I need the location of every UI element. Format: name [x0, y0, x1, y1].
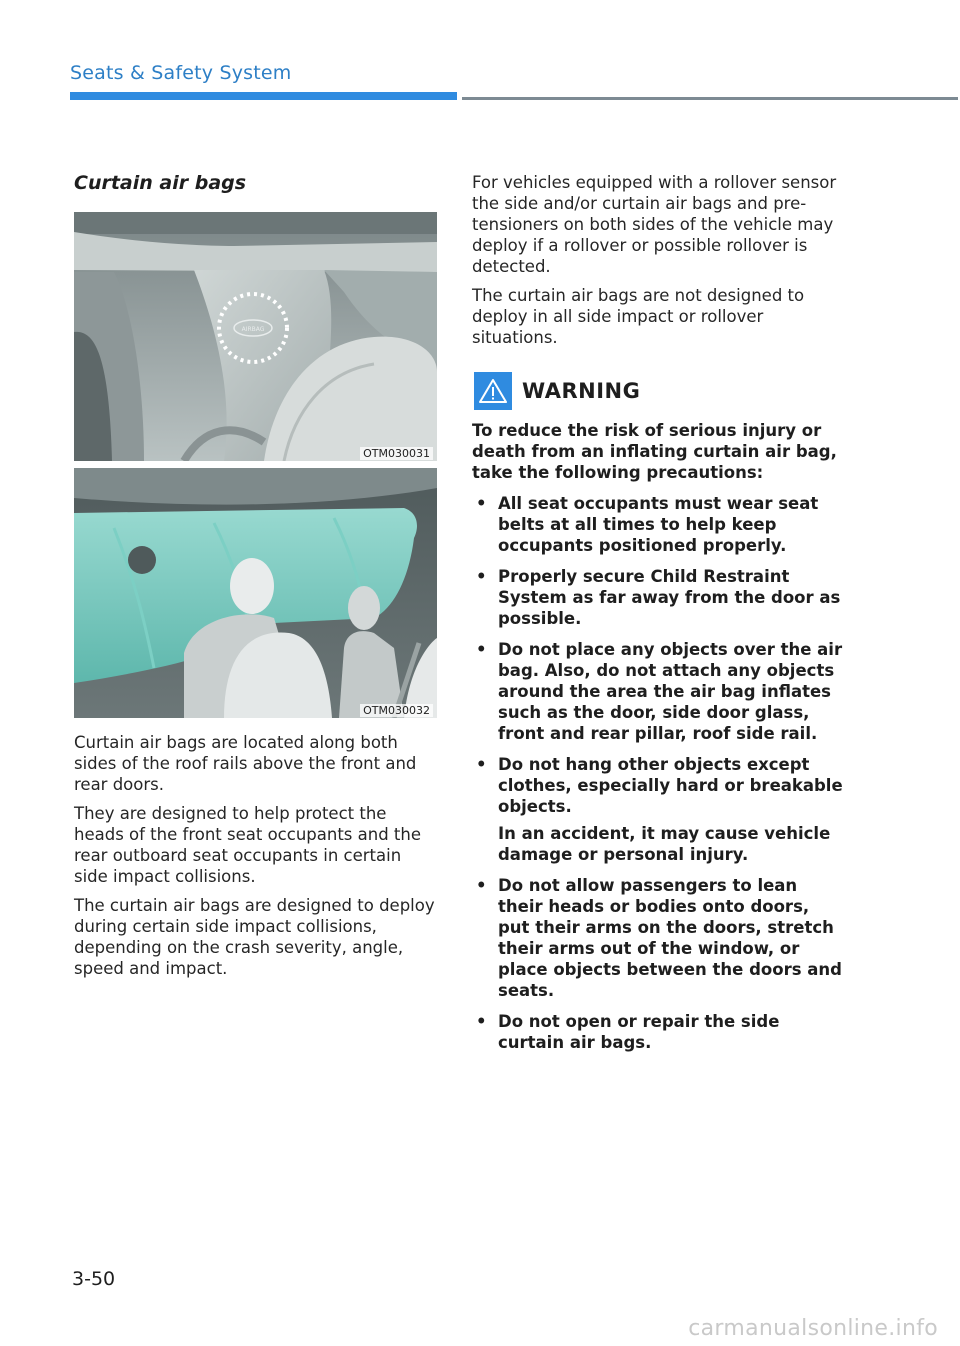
- bullet-marker: •: [476, 640, 487, 659]
- paragraph: For vehicles equipped with a rollover sensor the side and/or curtain air bags and pre-tensioners on both sides of the vehicle may deploy if a rollover or possible rollover is detected.: [472, 173, 837, 276]
- curtain-airbag-location-illustration: [74, 212, 437, 461]
- list-item: [472, 754, 844, 865]
- paragraph: Curtain air bags are located along both sides of the roof rails above the front and rear doors.: [74, 733, 417, 794]
- list-item: [472, 566, 844, 629]
- list-item: [472, 639, 844, 744]
- header-rule-blue: [70, 92, 457, 100]
- section-title: Seats & Safety System: [70, 62, 292, 84]
- list-item-note: In an accident, it may cause vehicle damage or personal injury.: [498, 824, 831, 864]
- bullet-marker: •: [476, 1012, 487, 1031]
- list-item-text: All seat occupants must wear seat belts at all times to help keep occupants positioned properly.: [498, 494, 819, 555]
- airbag-badge-text: AIRBAG: [241, 326, 265, 333]
- list-item-text: Do not hang other objects except clothes, especially hard or breakable objects.: [498, 755, 843, 816]
- figure-curtain-airbag-deployed: [74, 468, 437, 718]
- warning-triangle-icon: [474, 372, 512, 410]
- list-item-text: Do not place any objects over the air bag. Also, do not attach any objects around the area the air bag inflates such as the door, side door glass, front and rear pillar, roof side rail.: [498, 640, 843, 743]
- list-item-text: Do not allow passengers to lean their heads or bodies onto doors, put their arms on the doors, stretch their arms out of the window, or place objects between the doors and seats.: [498, 876, 842, 1000]
- paragraph: The curtain air bags are not designed to deploy in all side impact or rollover situations.: [472, 286, 805, 347]
- bullet-marker: •: [476, 494, 487, 513]
- watermark: carmanualsonline.info: [688, 1316, 938, 1341]
- left-column: [74, 172, 437, 987]
- list-item-text: Properly secure Child Restraint System as far away from the door as possible.: [498, 567, 841, 628]
- list-item: [472, 493, 844, 556]
- page-heading: Curtain air bags: [74, 172, 247, 194]
- bullet-marker: •: [476, 755, 487, 774]
- list-item-text: Do not open or repair the side curtain air bags.: [498, 1012, 780, 1052]
- warning-precautions-list: [472, 493, 844, 1053]
- header-rule-gray: [462, 97, 958, 100]
- curtain-airbag-deployed-illustration: [74, 468, 437, 718]
- warning-intro: To reduce the risk of serious injury or death from an inflating curtain air bag, take the following precautions:: [472, 421, 837, 482]
- bullet-marker: •: [476, 567, 487, 586]
- warning-title: WARNING: [522, 379, 641, 403]
- bullet-marker: •: [476, 876, 487, 895]
- figure-code: OTM030032: [360, 704, 433, 717]
- paragraph: They are designed to help protect the heads of the front seat occupants and the rear outboard seat occupants in certain side impact collisions.: [74, 804, 421, 886]
- list-item: [472, 875, 844, 1001]
- figure-curtain-airbag-location: [74, 212, 437, 461]
- warning-header: [472, 372, 844, 410]
- page-number: 3-50: [72, 1268, 116, 1290]
- list-item: [472, 1011, 844, 1053]
- right-column: [472, 172, 844, 1063]
- paragraph: The curtain air bags are designed to deploy during certain side impact collisions, depending on the crash severity, angle, speed and impact.: [74, 896, 435, 978]
- figure-code: OTM030031: [360, 447, 433, 460]
